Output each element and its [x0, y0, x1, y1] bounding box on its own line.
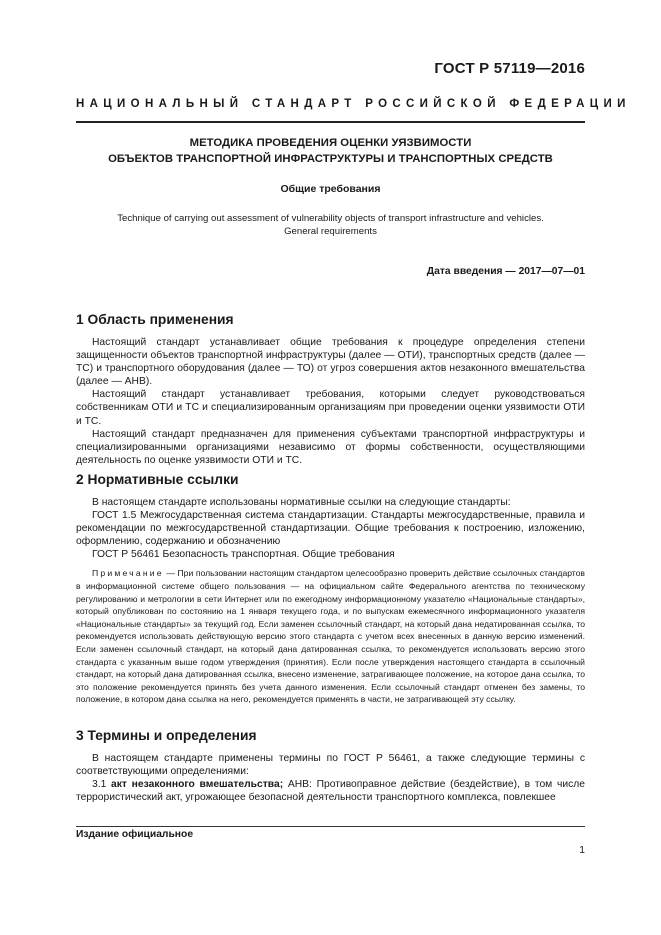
section-2-paragraph-1: В настоящем стандарте использованы нормативные ссылки на следующие стандарты:	[92, 497, 511, 508]
english-title-line-2: General requirements	[284, 226, 377, 237]
english-title-line-1: Technique of carrying out assessment of vulnerability objects of transport infrastructure and vehicles.	[117, 213, 544, 224]
section-2-heading: 2 Нормативные ссылки	[76, 472, 239, 487]
gost-code: ГОСТ Р 57119—2016	[434, 60, 585, 77]
section-2-note	[76, 567, 585, 706]
footer-rule	[76, 826, 585, 827]
section-2	[76, 471, 585, 706]
section-1	[76, 311, 585, 467]
section-3-paragraph-1: В настоящем стандарте применены термины по ГОСТ Р 56461, а также следующие термины с соответствующими определениями:	[76, 753, 585, 778]
term-name: акт незаконного вмешательства;	[111, 779, 284, 791]
english-title	[76, 212, 585, 238]
subtitle: Общие требования	[280, 183, 381, 195]
title-line-1: МЕТОДИКА ПРОВЕДЕНИЯ ОЦЕНКИ УЯЗВИМОСТИ	[189, 137, 472, 149]
note-text: — При пользовании настоящим стандартом целесообразно проверить действие ссылочных стандартов в информационной системе общего пользования — на официальном сайте Федерального агентства по техническому регулированию и метрологии в сети Интернет или по ежегодному информационному указателю «Национальные стандарты», который опубликован по состоянию на 1 января текущего года, и по выпускам ежемесячного информационного указателя «Национальные стандарты» за текущий год. Если заменен ссылочный стандарт, на который дана недатированная ссылка, то рекомендуется использовать действующую версию этого стандарта с учетом всех внесенных в данную версию изменений. Если заменен ссылочный стандарт, на который дана датированная ссылка, то рекомендуется использовать версию этого стандарта с указанным выше годом утверждения (принятия). Если после утверждения настоящего стандарта в ссылочный стандарт, на который дана датированная ссылка, внесено изменение, затрагивающее положение, на которое дана ссылка, то это положение рекомендуется принять без учета данного изменения. Если ссылочный стандарт отменен без замены, то положение, в котором дана ссылка на него, рекомендуется применять в части, не затрагивающей эту ссылку.	[76, 568, 585, 705]
page-number: 1	[579, 845, 585, 856]
term-number: 3.1	[92, 779, 112, 791]
note-label: Примечание	[92, 568, 164, 579]
term-definition: АНВ: Противоправное действие (бездействие), в том числе террористический акт, угрожающее безопасной деятельности транспортного комплекса, повлекшее	[76, 779, 585, 804]
section-1-paragraph-2: Настоящий стандарт устанавливает требования, которыми следует руководствоваться собственникам ОТИ и ТС и специализированным организациям при проведении оценки уязвимости ОТИ и ТС.	[76, 389, 585, 427]
section-3	[76, 727, 585, 804]
title-line-2: ОБЪЕКТОВ ТРАНСПОРТНОЙ ИНФРАСТРУКТУРЫ И ТРАНСПОРТНЫХ СРЕДСТВ	[108, 153, 553, 165]
title-block	[76, 135, 585, 238]
national-standard-heading: НАЦИОНАЛЬНЫЙ СТАНДАРТ РОССИЙСКОЙ ФЕДЕРАЦИИ	[76, 98, 631, 110]
header-rule	[76, 121, 585, 123]
intro-date: Дата введения — 2017—07—01	[426, 266, 585, 277]
term-3-1	[76, 778, 585, 804]
section-3-heading: 3 Термины и определения	[76, 728, 257, 743]
section-2-reference-gost-1-5: ГОСТ 1.5 Межгосударственная система стандартизации. Стандарты межгосударственные, правила и рекомендации по межгосударственной стандартизации. Общие требования к построению, изложению, оформлению, содержанию и обозначению	[76, 510, 585, 548]
section-1-heading: 1 Область применения	[76, 312, 234, 327]
section-2-reference-gost-56461: ГОСТ Р 56461 Безопасность транспортная. Общие требования	[92, 549, 395, 561]
edition-label: Издание официальное	[76, 829, 194, 840]
section-1-paragraph-1: Настоящий стандарт устанавливает общие требования к процедуре определения степени защищенности объектов транспортной инфраструктуры (далее — ОТИ), транспортных средств (далее — ТС) и транспортного оборудования (далее — ТО) от угроз совершения актов незаконного вмешательства (далее — АНВ).	[76, 337, 585, 388]
section-1-paragraph-3: Настоящий стандарт предназначен для применения субъектами транспортной инфраструктуры и специализированными организациями независимо от формы собственности, осуществляющими деятельность по оценке уязвимости ОТИ и ТС.	[76, 428, 585, 466]
